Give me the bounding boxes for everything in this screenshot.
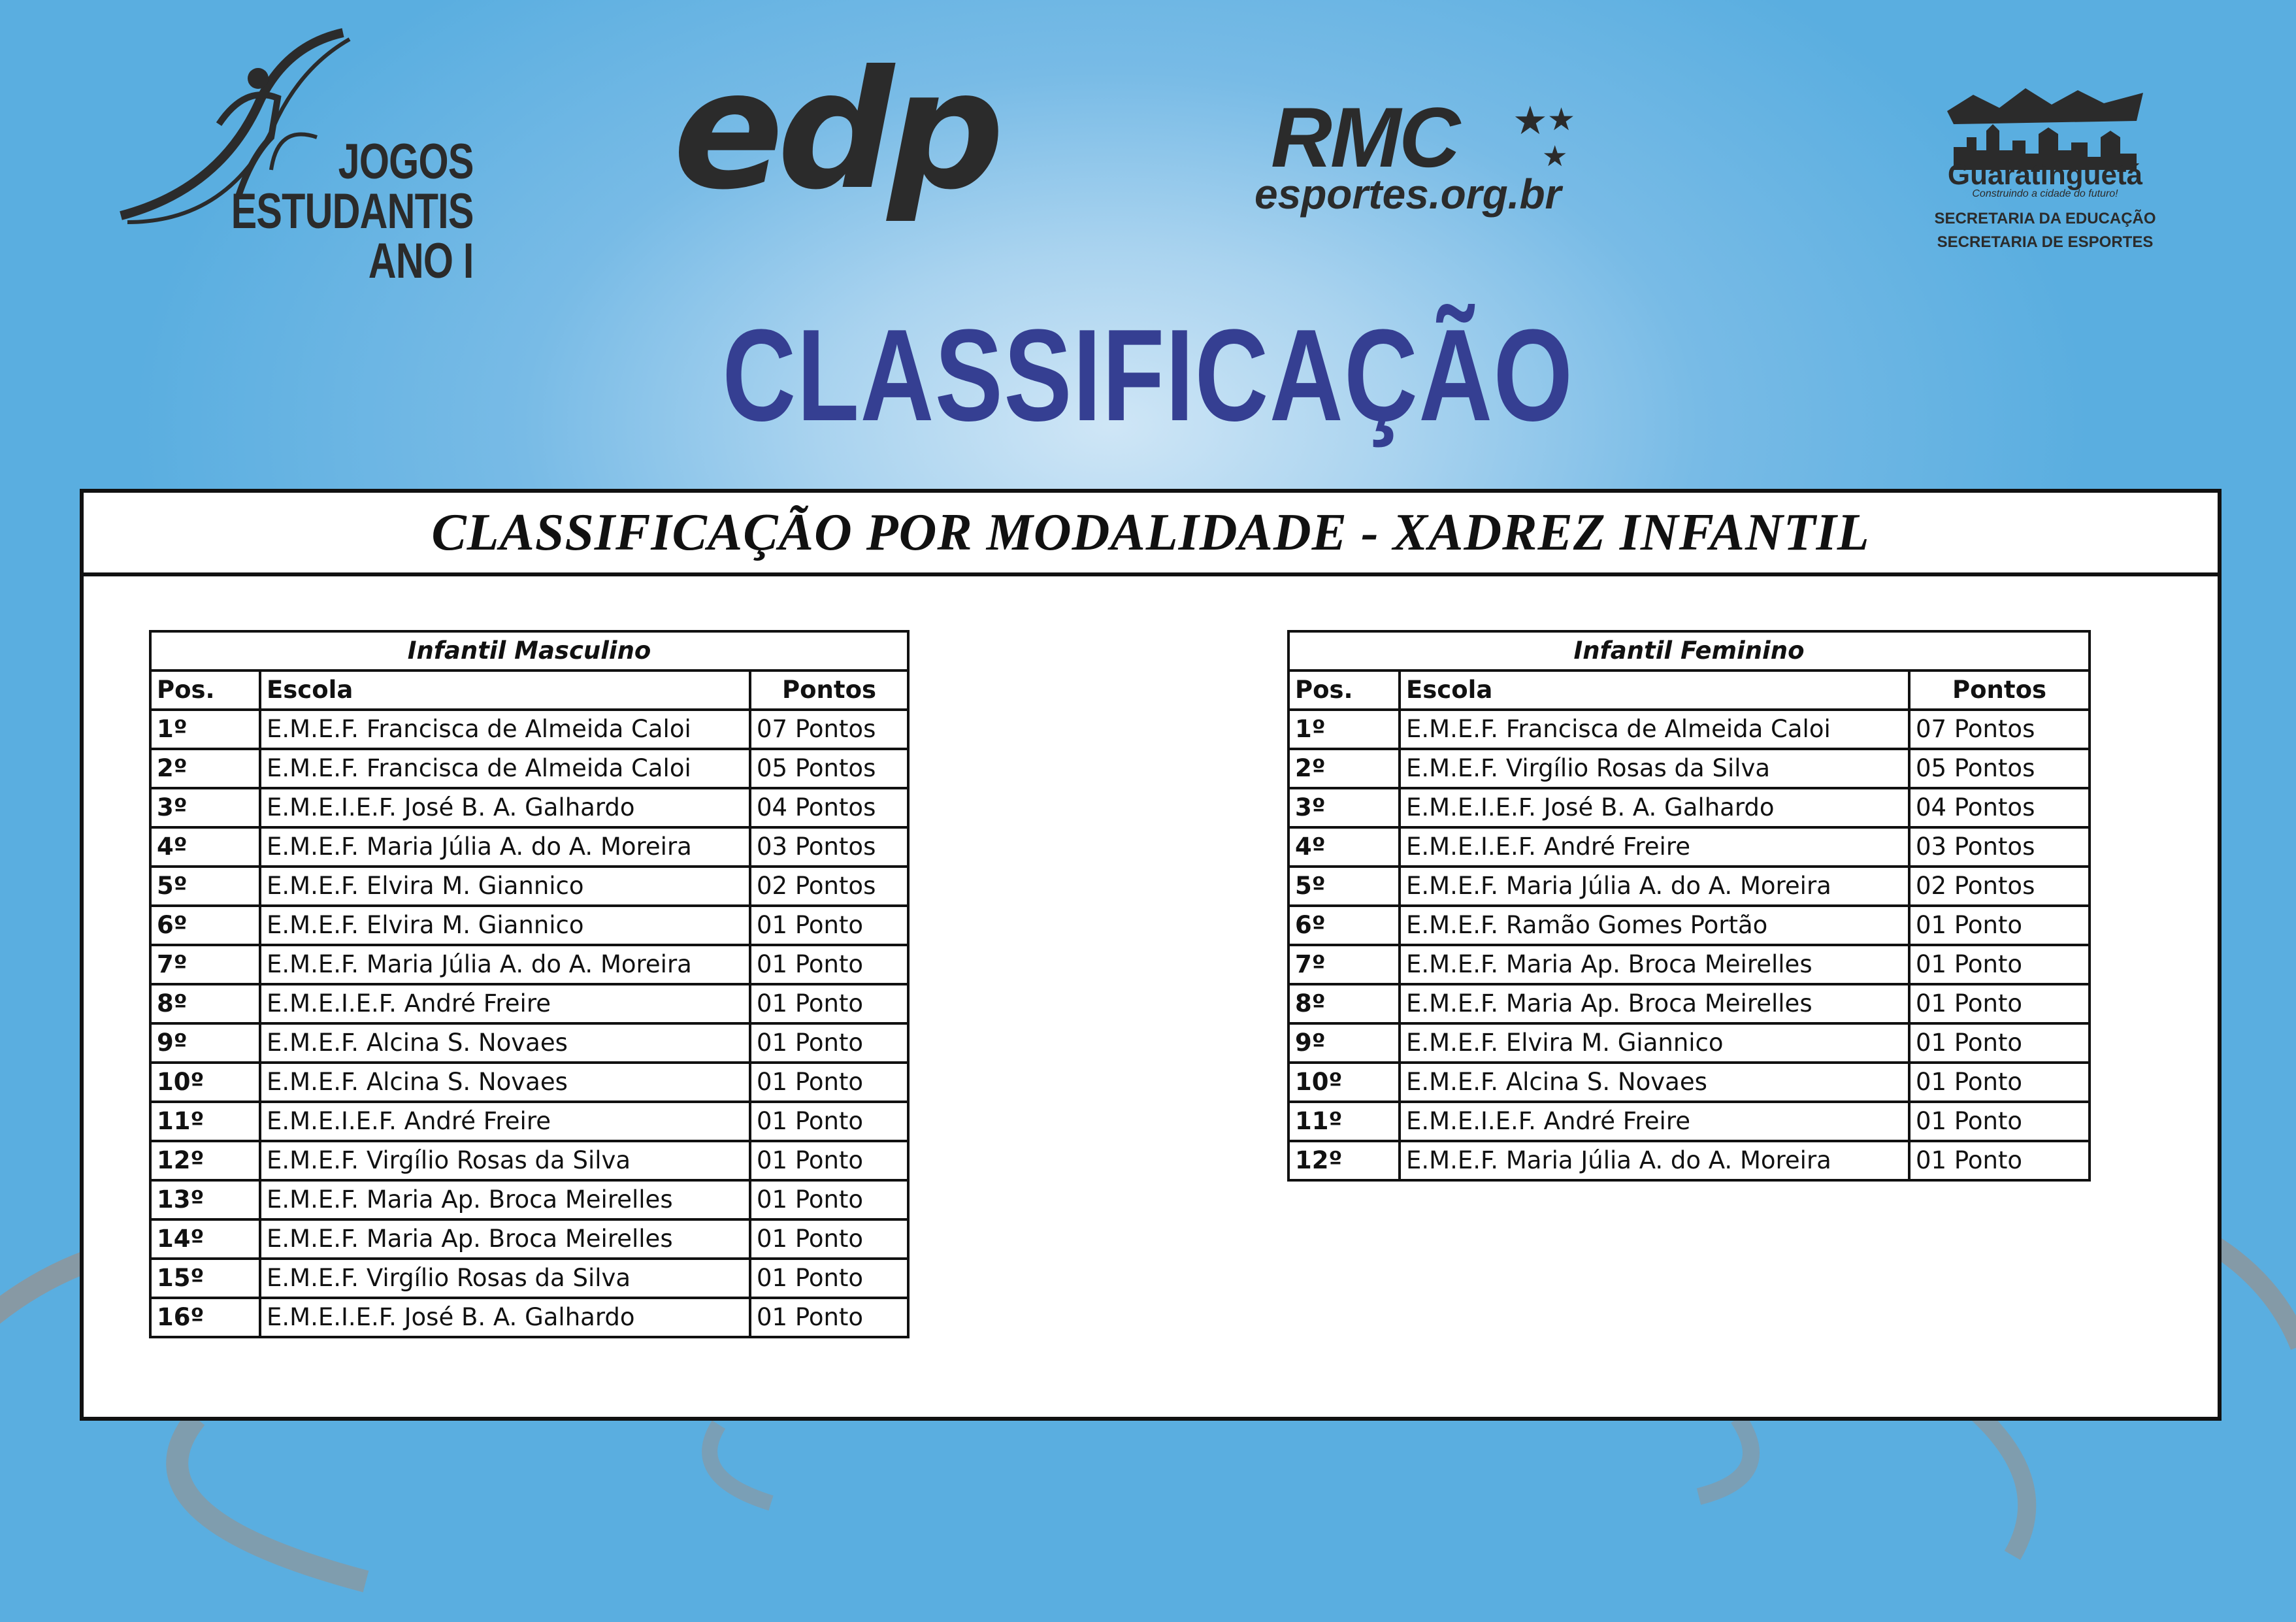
star-icon: ★ (1513, 99, 1548, 142)
table-row (1288, 906, 2090, 945)
jogos-estudantis-logo (108, 26, 474, 314)
table-row (150, 827, 908, 867)
panel-header (84, 493, 2218, 576)
cell-escola: E.M.E.F. Elvira M. Giannico (260, 867, 750, 906)
cell-escola: E.M.E.F. Elvira M. Giannico (1400, 1023, 1909, 1063)
cell-pos: 1º (150, 710, 260, 749)
cell-escola: E.M.E.I.E.F. José B. A. Galhardo (260, 788, 750, 827)
table-row (1288, 827, 2090, 867)
cell-escola: E.M.E.F. Maria Ap. Broca Meirelles (260, 1219, 750, 1259)
cell-escola: E.M.E.F. Alcina S. Novaes (260, 1023, 750, 1063)
secretaria-educacao: SECRETARIA DA EDUCAÇÃO (1934, 210, 2156, 227)
cell-pontos: 01 Ponto (750, 1023, 908, 1063)
col-header-pos: Pos. (150, 670, 260, 710)
star-icon: ★ (1542, 141, 1568, 173)
table-row (150, 749, 908, 788)
cell-escola: E.M.E.F. Virgílio Rosas da Silva (260, 1141, 750, 1180)
table-row (150, 1180, 908, 1219)
cell-pontos: 02 Pontos (1909, 867, 2090, 906)
cell-pos: 16º (150, 1298, 260, 1337)
edp-logo (673, 35, 998, 242)
table-infantil-feminino (1287, 630, 2091, 1182)
cell-pos: 11º (150, 1102, 260, 1141)
cell-pontos: 01 Ponto (1909, 906, 2090, 945)
cell-pontos: 01 Ponto (750, 906, 908, 945)
table-row (1288, 984, 2090, 1023)
guaratingueta-wordmark: Guaratinguetá (1947, 159, 2143, 191)
cell-pontos: 03 Pontos (1909, 827, 2090, 867)
cell-pos: 3º (1288, 788, 1400, 827)
table-row (150, 1259, 908, 1298)
table-row (150, 1102, 908, 1141)
table-row (1288, 1063, 2090, 1102)
cell-escola: E.M.E.F. Alcina S. Novaes (260, 1063, 750, 1102)
table-row (150, 945, 908, 984)
table-row (1288, 1102, 2090, 1141)
cell-pontos: 01 Ponto (1909, 1102, 2090, 1141)
cell-pos: 10º (150, 1063, 260, 1102)
cell-pontos: 01 Ponto (750, 1102, 908, 1141)
jogos-wordmark (231, 134, 474, 289)
cell-escola: E.M.E.F. Maria Júlia A. do A. Moreira (1400, 867, 1909, 906)
cell-pontos: 01 Ponto (750, 1141, 908, 1180)
cell-pos: 7º (150, 945, 260, 984)
cell-pos: 12º (150, 1141, 260, 1180)
cell-pontos: 03 Pontos (750, 827, 908, 867)
table-row (150, 788, 908, 827)
table-row (1288, 867, 2090, 906)
cell-pos: 9º (1288, 1023, 1400, 1063)
col-header-pontos: Pontos (1909, 670, 2090, 710)
rmc-wordmark: RMC (1271, 90, 1459, 185)
cell-pos: 2º (1288, 749, 1400, 788)
cell-escola: E.M.E.F. Francisca de Almeida Caloi (260, 710, 750, 749)
table-row (150, 867, 908, 906)
table-row (1288, 710, 2090, 749)
table-row (1288, 788, 2090, 827)
cell-pontos: 07 Pontos (750, 710, 908, 749)
table-row (1288, 1141, 2090, 1180)
cell-pos: 6º (150, 906, 260, 945)
cell-escola: E.M.E.F. Maria Ap. Broca Meirelles (260, 1180, 750, 1219)
cell-escola: E.M.E.F. Maria Ap. Broca Meirelles (1400, 945, 1909, 984)
cell-pos: 1º (1288, 710, 1400, 749)
col-header-pontos: Pontos (750, 670, 908, 710)
cell-pontos: 05 Pontos (1909, 749, 2090, 788)
cell-escola: E.M.E.F. Virgílio Rosas da Silva (260, 1259, 750, 1298)
cell-pos: 10º (1288, 1063, 1400, 1102)
cell-pontos: 07 Pontos (1909, 710, 2090, 749)
cell-pos: 15º (150, 1259, 260, 1298)
guaratingueta-tagline: Construindo a cidade do futuro! (1972, 188, 2118, 199)
jogos-line-1: JOGOS (338, 134, 474, 190)
cell-escola: E.M.E.F. Elvira M. Giannico (260, 906, 750, 945)
col-header-escola: Escola (1400, 670, 1909, 710)
table-row (150, 1023, 908, 1063)
rmc-url: esportes.org.br (1255, 171, 1562, 218)
cell-pontos: 01 Ponto (750, 1180, 908, 1219)
cell-pos: 5º (1288, 867, 1400, 906)
cell-pos: 8º (1288, 984, 1400, 1023)
rmc-logo (1255, 90, 1594, 235)
jogos-line-2: ESTUDANTIS (231, 184, 474, 239)
cell-pontos: 01 Ponto (1909, 984, 2090, 1023)
table-row (150, 1063, 908, 1102)
table-row (150, 1298, 908, 1337)
star-icon: ★ (1547, 103, 1576, 137)
cell-pontos: 01 Ponto (750, 1219, 908, 1259)
cell-pontos: 01 Ponto (750, 1063, 908, 1102)
col-header-pos: Pos. (1288, 670, 1400, 710)
col-header-escola: Escola (260, 670, 750, 710)
page-title: CLASSIFICAÇÃO (722, 303, 1574, 448)
cell-pontos: 01 Ponto (1909, 1063, 2090, 1102)
jogos-line-3: ANO I (369, 233, 474, 289)
cell-pontos: 01 Ponto (750, 945, 908, 984)
cell-pos: 3º (150, 788, 260, 827)
guaratingueta-logo (1895, 78, 2195, 268)
table-row (1288, 945, 2090, 984)
cell-escola: E.M.E.I.E.F. José B. A. Galhardo (1400, 788, 1909, 827)
cell-escola: E.M.E.F. Maria Júlia A. do A. Moreira (260, 827, 750, 867)
cell-escola: E.M.E.I.E.F. André Freire (1400, 1102, 1909, 1141)
cell-pos: 12º (1288, 1141, 1400, 1180)
cell-pontos: 01 Ponto (1909, 1023, 2090, 1063)
cell-escola: E.M.E.F. Maria Júlia A. do A. Moreira (260, 945, 750, 984)
cell-escola: E.M.E.F. Maria Ap. Broca Meirelles (1400, 984, 1909, 1023)
edp-wordmark: edp (673, 35, 998, 225)
cell-pos: 9º (150, 1023, 260, 1063)
table-row (150, 984, 908, 1023)
cell-pontos: 01 Ponto (1909, 1141, 2090, 1180)
table-row (1288, 749, 2090, 788)
cell-pontos: 01 Ponto (750, 1298, 908, 1337)
cell-pos: 4º (1288, 827, 1400, 867)
cell-pos: 4º (150, 827, 260, 867)
table-row (150, 710, 908, 749)
cell-escola: E.M.E.I.E.F. José B. A. Galhardo (260, 1298, 750, 1337)
table-row (150, 1219, 908, 1259)
cell-escola: E.M.E.F. Virgílio Rosas da Silva (1400, 749, 1909, 788)
cell-pontos: 04 Pontos (1909, 788, 2090, 827)
cell-escola: E.M.E.I.E.F. André Freire (1400, 827, 1909, 867)
cell-escola: E.M.E.I.E.F. André Freire (260, 984, 750, 1023)
classification-panel (80, 489, 2222, 1421)
table-row (1288, 1023, 2090, 1063)
cell-pontos: 05 Pontos (750, 749, 908, 788)
cell-escola: E.M.E.F. Maria Júlia A. do A. Moreira (1400, 1141, 1909, 1180)
cell-pos: 11º (1288, 1102, 1400, 1141)
cell-pos: 6º (1288, 906, 1400, 945)
cell-pontos: 04 Pontos (750, 788, 908, 827)
table-caption: Infantil Feminino (1288, 631, 2090, 670)
cell-escola: E.M.E.I.E.F. André Freire (260, 1102, 750, 1141)
cell-pos: 2º (150, 749, 260, 788)
table-caption: Infantil Masculino (150, 631, 908, 670)
cell-pos: 13º (150, 1180, 260, 1219)
table-row (150, 906, 908, 945)
cell-escola: E.M.E.F. Alcina S. Novaes (1400, 1063, 1909, 1102)
cell-pos: 7º (1288, 945, 1400, 984)
secretaria-esportes: SECRETARIA DE ESPORTES (1937, 233, 2154, 251)
cell-pontos: 01 Ponto (750, 1259, 908, 1298)
cell-pontos: 02 Pontos (750, 867, 908, 906)
cell-escola: E.M.E.F. Ramão Gomes Portão (1400, 906, 1909, 945)
cell-pos: 5º (150, 867, 260, 906)
cell-pontos: 01 Ponto (750, 984, 908, 1023)
cell-pontos: 01 Ponto (1909, 945, 2090, 984)
cell-escola: E.M.E.F. Francisca de Almeida Caloi (260, 749, 750, 788)
cell-pos: 14º (150, 1219, 260, 1259)
table-row (150, 1141, 908, 1180)
panel-title: CLASSIFICAÇÃO POR MODALIDADE - XADREZ INFANTIL (431, 503, 1870, 561)
cell-escola: E.M.E.F. Francisca de Almeida Caloi (1400, 710, 1909, 749)
table-infantil-masculino (149, 630, 910, 1338)
cell-pos: 8º (150, 984, 260, 1023)
